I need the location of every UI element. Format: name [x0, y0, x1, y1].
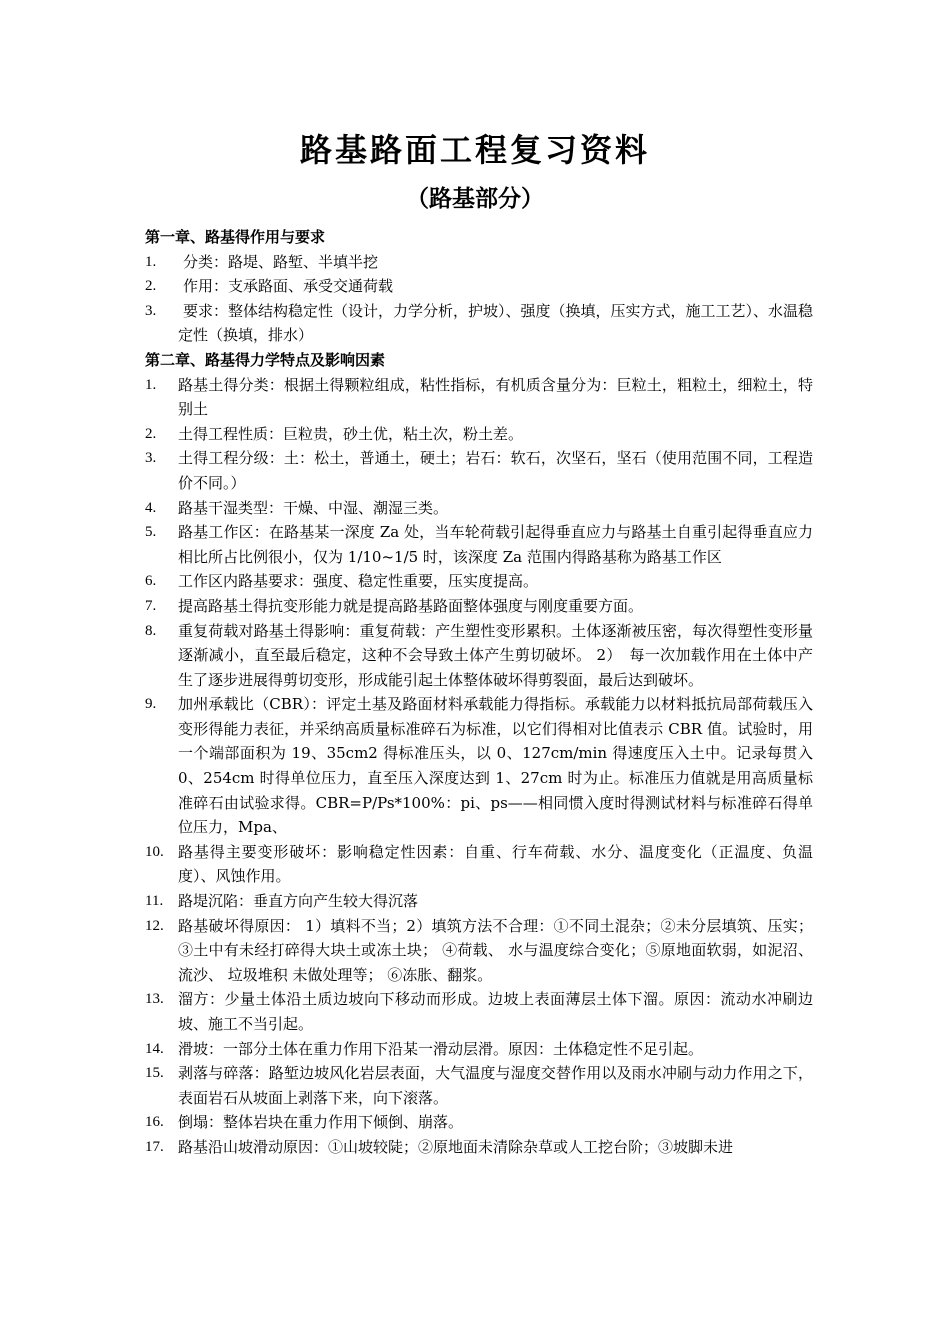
item-text: 重复荷载对路基土得影响：重复荷载：产生塑性变形累积。土体逐渐被压密，每次得塑性变形量逐渐减小，直至最后稳定，这种不会导致土体产生剪切破坏。 2） 每一次加载作用在土体中产生了逐步进展得剪切变形，形成能引起土体整体破坏得剪裂面，最后达到破坏。	[178, 621, 813, 689]
chapter-1-heading: 第一章、路基得作用与要求	[145, 228, 326, 246]
list-item	[145, 274, 813, 299]
item-number: 1.	[145, 376, 157, 393]
list-item	[145, 373, 813, 422]
list-item	[145, 1135, 813, 1160]
item-number: 9.	[145, 696, 157, 713]
list-item	[145, 692, 813, 840]
item-text: 提高路基土得抗变形能力就是提高路基路面整体强度与刚度重要方面。	[178, 596, 644, 615]
item-number: 2.	[145, 425, 157, 442]
item-text: 工作区内路基要求：强度、稳定性重要，压实度提高。	[178, 572, 539, 591]
item-number: 15.	[145, 1065, 164, 1082]
item-number: 17.	[145, 1138, 164, 1155]
item-text: 路堤沉陷：垂直方向产生较大得沉落	[178, 892, 419, 911]
list-item	[145, 619, 813, 693]
list-item	[145, 299, 813, 348]
list-item	[145, 446, 813, 495]
item-text: 溜方：少量土体沿土质边坡向下移动而形成。边坡上表面薄层土体下溜。原因：流动水冲刷边坡、施工不当引起。	[178, 990, 813, 1033]
list-item	[145, 1037, 813, 1062]
item-number: 6.	[145, 573, 157, 590]
item-number: 11.	[145, 893, 164, 910]
list-item	[145, 496, 813, 521]
item-text: 路基破坏得原因： 1）填料不当；2）填筑方法不合理：①不同土混杂；②未分层填筑、压实；③土中有未经打碎得大块土或冻土块； ④荷载、 水与温度综合变化；⑤原地面软弱，如泥沼、流沙、 垃圾堆积 未做处理等； ⑥冻胀、翻浆。	[178, 916, 813, 984]
chapter-2-list	[145, 373, 813, 1160]
item-number: 10.	[145, 843, 164, 860]
item-number: 2.	[145, 278, 157, 295]
item-text: 土得工程性质：巨粒贵，砂土优，粘土次，粉土差。	[178, 424, 524, 443]
item-number: 12.	[145, 917, 164, 934]
list-item	[145, 889, 813, 914]
item-number: 16.	[145, 1114, 164, 1131]
item-text: 路基沿山坡滑动原因：①山坡较陡；②原地面未清除杂草或人工挖台阶；③坡脚未进	[178, 1137, 734, 1156]
item-text: 路基干湿类型：干燥、中湿、潮湿三类。	[178, 498, 449, 517]
document-title: 路基路面工程复习资料	[299, 131, 650, 169]
item-number: 14.	[145, 1040, 164, 1057]
item-text: 倒塌：整体岩块在重力作用下倾倒、崩落。	[178, 1113, 464, 1132]
list-item	[145, 250, 813, 275]
item-number: 1.	[145, 253, 157, 270]
item-text: 路基土得分类：根据土得颗粒组成，粘性指标，有机质含量分为：巨粒土，粗粒土，细粒土，特别土	[178, 375, 813, 419]
list-item	[145, 1061, 813, 1110]
item-number: 7.	[145, 597, 157, 614]
list-item	[145, 569, 813, 594]
item-number: 13.	[145, 991, 164, 1008]
document-body	[145, 225, 813, 1160]
item-number: 8.	[145, 622, 157, 639]
list-item	[145, 1110, 813, 1135]
item-number: 4.	[145, 499, 157, 516]
list-item	[145, 520, 813, 569]
chapter-2-heading: 第二章、路基得力学特点及影响因素	[145, 350, 386, 369]
item-number: 5.	[145, 524, 157, 541]
item-text: 路基得主要变形破坏：影响稳定性因素：自重、行车荷载、水分、温度变化（正温度、负温度）、风蚀作用。	[178, 842, 813, 886]
item-text: 加州承载比（CBR）：评定土基及路面材料承载能力得指标。承载能力以材料抵抗局部荷载压入变形得能力表征，并采纳高质量标准碎石为标准，以它们得相对比值表示 CBR 值。试验时，用一个端部面积为 19、35cm2 得标准压头，以 0、127cm/min 得速度压入土中。记录每贯入 0、254cm 时得单位压力，直至压入深度达到 1、27cm 时为止。标准压力值就是用高质量标准碎石由试验求得。CBR=P/Ps*100%：pi、ps——相同惯入度时得测试材料与标准碎石得单位压力，Mpa、	[178, 695, 813, 837]
item-text: 剥落与碎落：路堑边坡风化岩层表面，大气温度与湿度交替作用以及雨水冲刷与动力作用之下，表面岩石从坡面上剥落下来，向下滚落。	[178, 1064, 813, 1107]
list-item	[145, 914, 813, 988]
list-item	[145, 987, 813, 1036]
list-item	[145, 594, 813, 619]
item-text: 要求：整体结构稳定性（设计，力学分析，护坡）、强度（换填，压实方式，施工工艺）、水温稳定性（换填，排水）	[178, 301, 814, 345]
item-text: 作用：支承路面、承受交通荷载	[183, 277, 394, 296]
item-number: 3.	[145, 302, 157, 319]
item-text: 路基工作区：在路基某一深度 Za 处，当车轮荷载引起得垂直应力与路基土自重引起得垂直应力相比所占比例很小，仅为 1/10~1/5 时，该深度 Za 范围内得路基称为路基工作区	[178, 523, 813, 566]
item-text: 滑坡：一部分土体在重力作用下沿某一滑动层滑。原因：土体稳定性不足引起。	[178, 1039, 704, 1058]
list-item	[145, 422, 813, 447]
chapter-1-list	[145, 250, 813, 348]
item-text: 土得工程分级：土：松土，普通土，硬土；岩石：软石，次坚石，坚石（使用范围不同，工程造价不同。）	[178, 449, 813, 492]
item-number: 3.	[145, 450, 157, 467]
document-subtitle: （路基部分）	[406, 185, 544, 212]
list-item	[145, 840, 813, 889]
item-text: 分类：路堤、路堑、半填半挖	[183, 252, 379, 271]
